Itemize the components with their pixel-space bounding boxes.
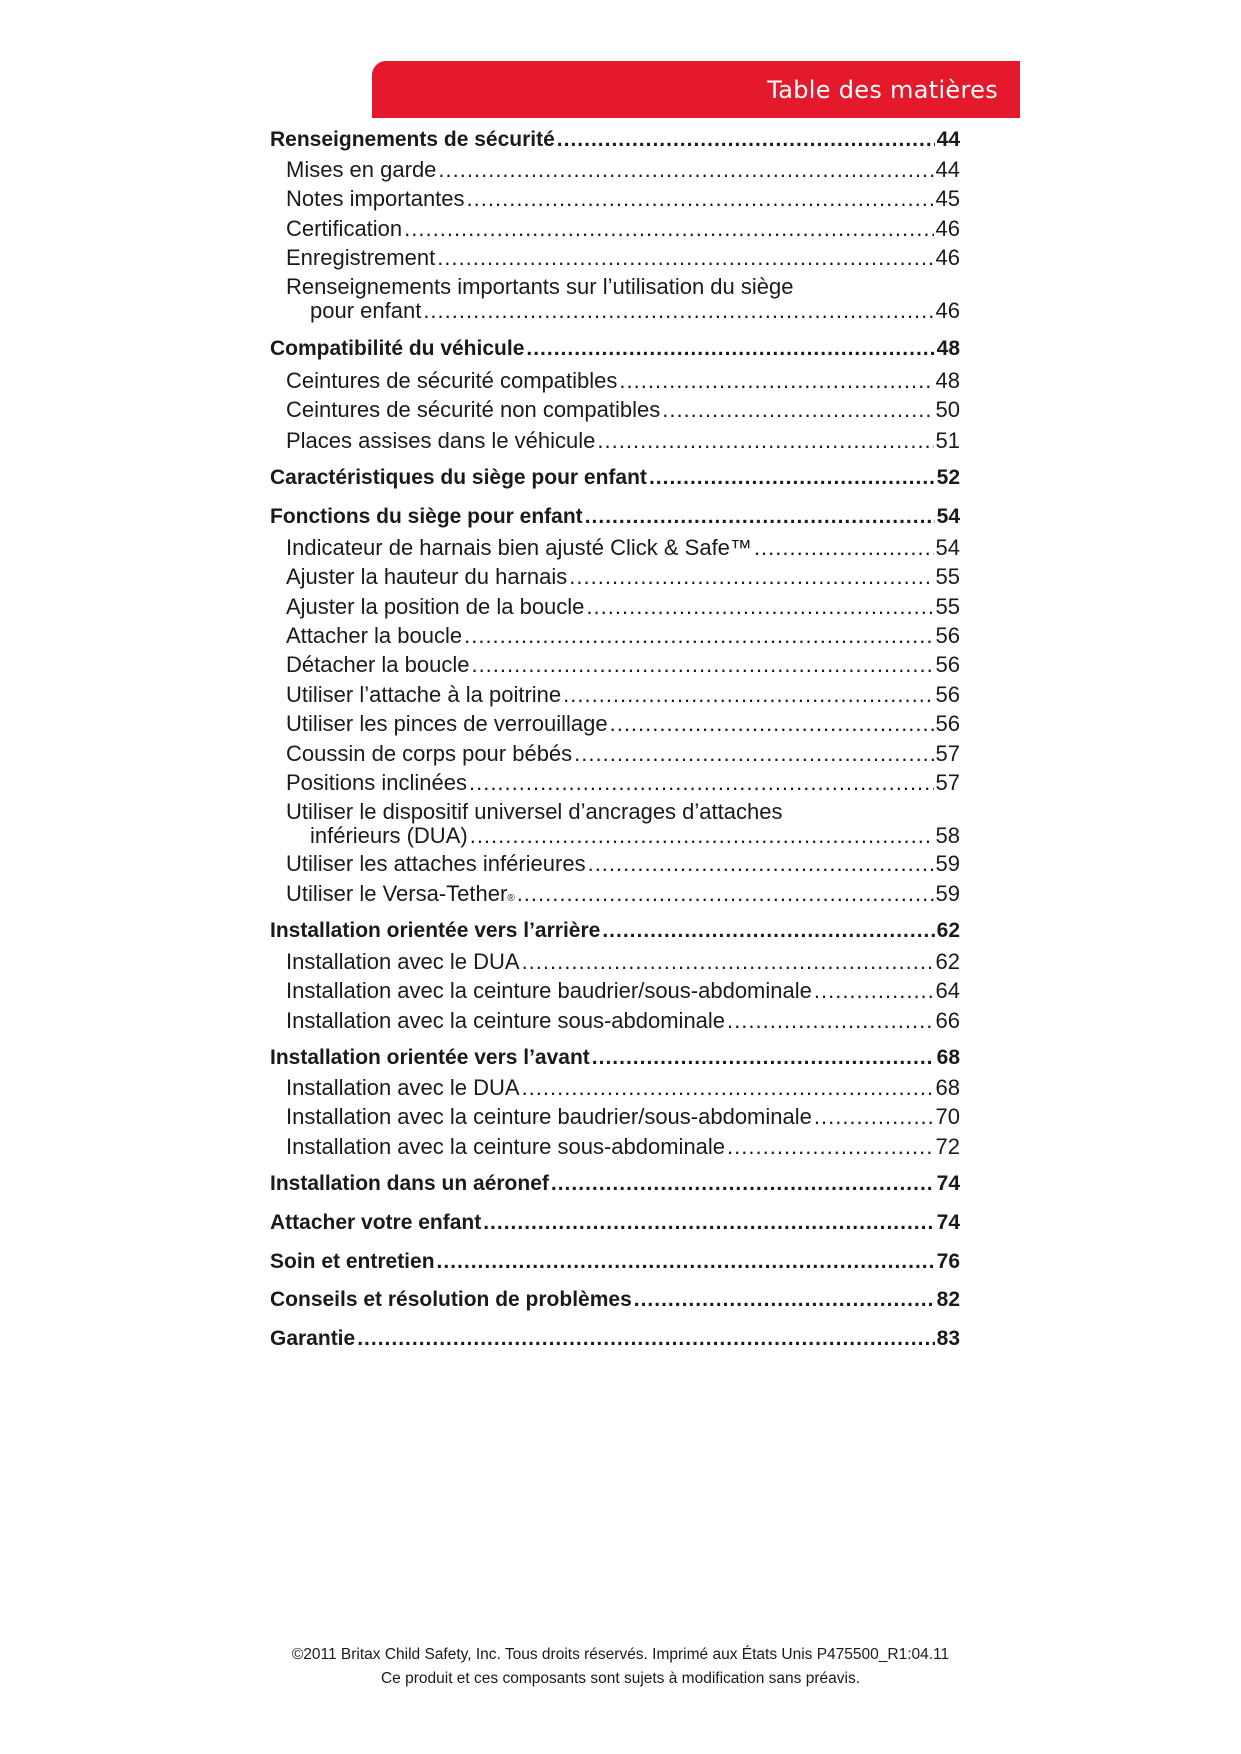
toc-page-number: 56 bbox=[935, 682, 960, 707]
toc-subentry[interactable] bbox=[270, 978, 960, 1004]
dot-leader bbox=[557, 128, 935, 152]
toc-entry-label: inférieurs (DUA) bbox=[310, 823, 468, 848]
toc-subentry[interactable] bbox=[270, 298, 960, 324]
toc-subentry[interactable] bbox=[270, 623, 960, 649]
toc-page-number: 46 bbox=[935, 216, 960, 241]
toc-subentry[interactable] bbox=[270, 274, 960, 300]
toc-page-number: 56 bbox=[935, 623, 960, 648]
toc-page-number: 70 bbox=[935, 1104, 960, 1129]
toc-page-number: 54 bbox=[936, 505, 960, 528]
toc-entry-label: Mises en garde bbox=[286, 157, 437, 182]
toc-entry-label: Utiliser le dispositif universel d’ancrages d’attaches bbox=[286, 799, 783, 824]
toc-page-number: 83 bbox=[936, 1327, 960, 1350]
toc-entry-label: Installation avec la ceinture sous-abdominale bbox=[286, 1008, 726, 1033]
dot-leader bbox=[588, 851, 934, 877]
toc-section-entry[interactable] bbox=[270, 466, 960, 490]
toc-page-number: 58 bbox=[935, 823, 960, 848]
dot-leader bbox=[464, 623, 933, 649]
toc-section-entry[interactable] bbox=[270, 1172, 960, 1196]
footer-copyright: ©2011 Britax Child Safety, Inc. Tous droits réservés. Imprimé aux États Unis P475500_R1:04.11 bbox=[291, 1646, 950, 1663]
dot-leader bbox=[602, 919, 934, 943]
toc-page-number: 66 bbox=[935, 1008, 960, 1033]
toc-page-number: 64 bbox=[935, 978, 960, 1003]
dot-leader bbox=[526, 337, 934, 361]
toc-entry-label: Ceintures de sécurité non compatibles bbox=[286, 397, 661, 422]
toc-entry-label: Ajuster la hauteur du harnais bbox=[286, 564, 568, 589]
dot-leader bbox=[569, 564, 933, 590]
toc-subentry[interactable] bbox=[270, 368, 960, 394]
toc-page-number: 59 bbox=[935, 851, 960, 876]
toc-subentry[interactable] bbox=[270, 770, 960, 796]
dot-leader bbox=[574, 741, 933, 767]
toc-subentry[interactable] bbox=[270, 881, 960, 907]
footer-notice: Ce produit et ces composants sont sujets à modification sans préavis. bbox=[380, 1670, 861, 1687]
toc-page-number: 62 bbox=[936, 919, 960, 942]
toc-entry-label: Garantie bbox=[270, 1327, 356, 1350]
toc-page-number: 55 bbox=[935, 594, 960, 619]
dot-leader bbox=[438, 157, 933, 183]
dot-leader bbox=[585, 505, 935, 529]
toc-section-entry[interactable] bbox=[270, 505, 960, 529]
toc-entry-label: Attacher la boucle bbox=[286, 623, 463, 648]
toc-entry-label: Utiliser le Versa-Tether bbox=[286, 881, 508, 906]
toc-page-number: 50 bbox=[935, 397, 960, 422]
toc-page-number: 48 bbox=[935, 368, 960, 393]
toc-entry-label: Installation avec la ceinture baudrier/sous-abdominale bbox=[286, 1104, 812, 1129]
toc-entry-label: Certification bbox=[286, 216, 403, 241]
toc-entry-label: Installation avec la ceinture baudrier/sous-abdominale bbox=[286, 978, 812, 1003]
toc-entry-label: Détacher la boucle bbox=[286, 652, 470, 677]
toc-subentry[interactable] bbox=[270, 564, 960, 590]
dot-leader bbox=[610, 711, 934, 737]
dot-leader bbox=[649, 466, 935, 490]
dot-leader bbox=[437, 1250, 935, 1274]
toc-page-number: 52 bbox=[936, 466, 960, 489]
toc-subentry[interactable] bbox=[270, 799, 960, 825]
toc-subentry[interactable] bbox=[270, 652, 960, 678]
dot-leader bbox=[522, 949, 934, 975]
toc-page-number: 68 bbox=[935, 1075, 960, 1100]
toc-section-entry[interactable] bbox=[270, 1327, 960, 1351]
toc-subentry[interactable] bbox=[270, 682, 960, 708]
toc-section-entry[interactable] bbox=[270, 128, 960, 152]
toc-page-number: 57 bbox=[935, 770, 960, 795]
toc-page-number: 59 bbox=[935, 881, 960, 906]
header-tab bbox=[372, 61, 1020, 118]
dot-leader bbox=[423, 298, 933, 324]
toc-subentry[interactable] bbox=[270, 949, 960, 975]
toc-entry-label: Installation orientée vers l’arrière bbox=[270, 919, 601, 942]
toc-entry-label: Compatibilité du véhicule bbox=[270, 337, 525, 360]
dot-leader bbox=[754, 535, 934, 561]
toc-entry-label: Ajuster la position de la boucle bbox=[286, 594, 585, 619]
toc-subentry[interactable] bbox=[270, 1104, 960, 1130]
dot-leader bbox=[586, 594, 933, 620]
dot-leader bbox=[662, 397, 933, 423]
toc-entry-label: Utiliser les attaches inférieures bbox=[286, 851, 586, 876]
toc-page-number: 62 bbox=[935, 949, 960, 974]
toc-entry-label: Indicateur de harnais bien ajusté Click & Safe™ bbox=[286, 535, 752, 560]
toc-page-number: 54 bbox=[935, 535, 960, 560]
toc-entry-label: Notes importantes bbox=[286, 186, 465, 211]
toc-subentry[interactable] bbox=[270, 711, 960, 737]
dot-leader bbox=[522, 1075, 934, 1101]
dot-leader bbox=[814, 978, 934, 1004]
toc-subentry[interactable] bbox=[270, 397, 960, 423]
toc-entry-label: Ceintures de sécurité compatibles bbox=[286, 368, 618, 393]
toc-page-number: 48 bbox=[936, 337, 960, 360]
toc-section-entry[interactable] bbox=[270, 1250, 960, 1274]
toc-subentry[interactable] bbox=[270, 851, 960, 877]
toc-entry-label: Utiliser les pinces de verrouillage bbox=[286, 711, 608, 736]
toc-entry-label: Renseignements de sécurité bbox=[270, 128, 555, 151]
toc-entry-label: Soin et entretien bbox=[270, 1250, 435, 1273]
dot-leader bbox=[470, 823, 934, 849]
dot-leader bbox=[563, 682, 933, 708]
toc-entry-label: Attacher votre enfant bbox=[270, 1211, 482, 1234]
toc-entry-label: Coussin de corps pour bébés bbox=[286, 741, 573, 766]
toc-entry-label: Positions inclinées bbox=[286, 770, 467, 795]
toc-entry-label: Installation avec le DUA bbox=[286, 949, 520, 974]
dot-leader bbox=[551, 1172, 935, 1196]
toc-page-number: 44 bbox=[936, 128, 960, 151]
toc-entry-label: Fonctions du siège pour enfant bbox=[270, 505, 583, 528]
toc-subentry[interactable] bbox=[270, 741, 960, 767]
dot-leader bbox=[469, 770, 934, 796]
toc-page-number: 55 bbox=[935, 564, 960, 589]
toc-page-number: 51 bbox=[935, 428, 960, 453]
toc-subentry[interactable] bbox=[270, 594, 960, 620]
toc-page-number: 74 bbox=[936, 1211, 960, 1234]
toc-page-number: 82 bbox=[936, 1288, 960, 1311]
toc-section-entry[interactable] bbox=[270, 1211, 960, 1235]
dot-leader bbox=[814, 1104, 934, 1130]
toc-entry-label: Places assises dans le véhicule bbox=[286, 428, 596, 453]
toc-page-number: 46 bbox=[935, 298, 960, 323]
dot-leader bbox=[437, 245, 933, 271]
toc-page-number: 57 bbox=[935, 741, 960, 766]
toc-subentry[interactable] bbox=[270, 535, 960, 561]
dot-leader bbox=[467, 186, 934, 212]
toc-page-number: 76 bbox=[936, 1250, 960, 1273]
toc-subentry[interactable] bbox=[270, 1075, 960, 1101]
toc-page-number: 46 bbox=[935, 245, 960, 270]
toc-entry-label: Utiliser l’attache à la poitrine bbox=[286, 682, 562, 707]
page-title: Table des matières bbox=[767, 75, 998, 104]
dot-leader bbox=[634, 1288, 935, 1312]
toc-subentry[interactable] bbox=[270, 216, 960, 242]
toc-subentry[interactable] bbox=[270, 1008, 960, 1034]
toc-page-number: 72 bbox=[935, 1134, 960, 1159]
dot-leader bbox=[727, 1134, 933, 1160]
toc-section-entry[interactable] bbox=[270, 1288, 960, 1312]
toc-entry-label: Conseils et résolution de problèmes bbox=[270, 1288, 632, 1311]
toc-section-entry[interactable] bbox=[270, 337, 960, 361]
dot-leader bbox=[471, 652, 933, 678]
registered-mark: ® bbox=[507, 893, 515, 904]
toc-subentry[interactable] bbox=[270, 245, 960, 271]
toc-subentry[interactable] bbox=[270, 823, 960, 849]
toc-page-number: 56 bbox=[935, 652, 960, 677]
dot-leader bbox=[592, 1046, 935, 1070]
toc-entry-label: Enregistrement bbox=[286, 245, 436, 270]
toc-page-number: 56 bbox=[935, 711, 960, 736]
toc-entry-label: Caractéristiques du siège pour enfant bbox=[270, 466, 647, 489]
toc-subentry[interactable] bbox=[270, 157, 960, 183]
dot-leader bbox=[597, 428, 933, 454]
dot-leader bbox=[517, 881, 934, 907]
toc-entry-label: Installation avec la ceinture sous-abdominale bbox=[286, 1134, 726, 1159]
toc-subentry[interactable] bbox=[270, 428, 960, 454]
toc-page-number: 44 bbox=[935, 157, 960, 182]
dot-leader bbox=[404, 216, 933, 242]
toc-entry-label: Renseignements importants sur l’utilisation du siège bbox=[286, 274, 794, 299]
toc-subentry[interactable] bbox=[270, 1134, 960, 1160]
toc-section-entry[interactable] bbox=[270, 919, 960, 943]
toc-entry-label: Installation avec le DUA bbox=[286, 1075, 520, 1100]
dot-leader bbox=[727, 1008, 933, 1034]
toc-page-number: 45 bbox=[935, 186, 960, 211]
dot-leader bbox=[357, 1327, 934, 1351]
dot-leader bbox=[483, 1211, 934, 1235]
toc-subentry[interactable] bbox=[270, 186, 960, 212]
toc-page-number: 68 bbox=[936, 1046, 960, 1069]
toc-page-number: 74 bbox=[936, 1172, 960, 1195]
toc-entry-label: Installation orientée vers l’avant bbox=[270, 1046, 590, 1069]
toc-entry-label: pour enfant bbox=[310, 298, 422, 323]
toc-entry-label: Installation dans un aéronef bbox=[270, 1172, 549, 1195]
dot-leader bbox=[619, 368, 933, 394]
toc-section-entry[interactable] bbox=[270, 1046, 960, 1070]
